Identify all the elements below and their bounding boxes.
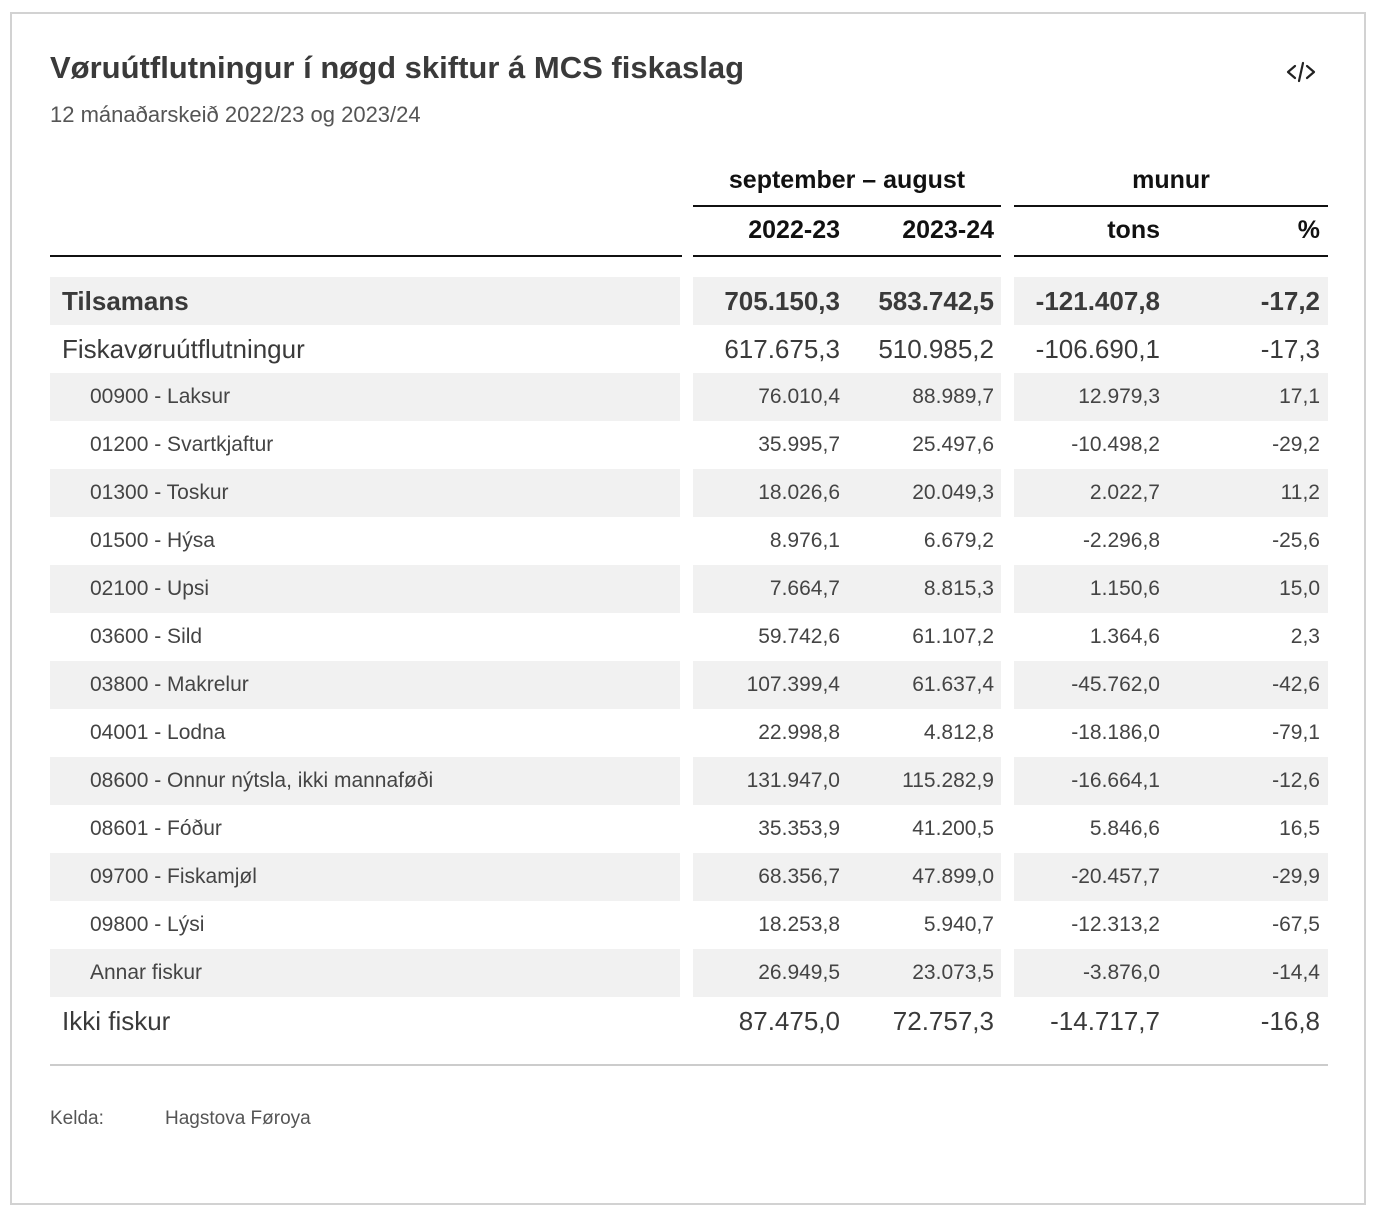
cell-2022-23: 131.947,0 xyxy=(746,769,840,792)
table-row xyxy=(50,757,1328,805)
cell-diff-percent: -14,4 xyxy=(1272,961,1320,984)
cell-2023-24: 8.815,3 xyxy=(923,577,994,600)
cell-diff-tons: 5.846,6 xyxy=(1089,817,1160,840)
cell-2023-24: 23.073,5 xyxy=(912,961,994,984)
row-label: Ikki fiskur xyxy=(62,1006,171,1036)
cell-diff-percent: -29,2 xyxy=(1272,433,1320,456)
row-label: 09800 - Lýsi xyxy=(90,913,205,936)
cell-diff-percent: -16,8 xyxy=(1260,1006,1320,1036)
column-header-2023-24: 2023-24 xyxy=(902,216,994,244)
cell-diff-percent: -67,5 xyxy=(1272,913,1320,936)
column-header-2022-23: 2022-23 xyxy=(748,216,840,244)
table-row xyxy=(50,325,1328,373)
cell-2022-23: 35.995,7 xyxy=(758,433,840,456)
cell-2022-23: 18.253,8 xyxy=(758,913,840,936)
cell-diff-tons: -2.296,8 xyxy=(1082,529,1160,552)
cell-2023-24: 41.200,5 xyxy=(912,817,994,840)
table-row xyxy=(50,853,1328,901)
row-label: 04001 - Lodna xyxy=(90,721,226,744)
table-row xyxy=(50,421,1328,469)
cell-diff-tons: -121.407,8 xyxy=(1035,286,1160,316)
cell-2023-24: 6.679,2 xyxy=(923,529,994,552)
table-row xyxy=(50,709,1328,757)
row-label: Tilsamans xyxy=(62,286,189,316)
row-label: 00900 - Laksur xyxy=(90,385,231,408)
code-icon xyxy=(1284,58,1318,86)
group-rule-difference xyxy=(1014,205,1328,207)
row-label: Annar fiskur xyxy=(90,961,203,984)
source-value: Hagstova Føroya xyxy=(165,1108,311,1129)
row-label: 09700 - Fiskamjøl xyxy=(90,865,257,888)
column-header-percent: % xyxy=(1297,216,1320,244)
cell-2022-23: 68.356,7 xyxy=(758,865,840,888)
row-label: 03600 - Sild xyxy=(90,625,203,648)
row-label: 01200 - Svartkjaftur xyxy=(90,433,274,456)
cell-diff-percent: -29,9 xyxy=(1272,865,1320,888)
cell-diff-percent: 11,2 xyxy=(1280,481,1320,504)
cell-diff-tons: 1.364,6 xyxy=(1089,625,1160,648)
cell-2023-24: 583.742,5 xyxy=(878,286,994,316)
cell-diff-tons: -10.498,2 xyxy=(1071,433,1160,456)
cell-diff-tons: -3.876,0 xyxy=(1082,961,1160,984)
cell-2023-24: 47.899,0 xyxy=(912,865,994,888)
cell-2022-23: 7.664,7 xyxy=(769,577,840,600)
cell-2022-23: 617.675,3 xyxy=(724,334,840,364)
table-row xyxy=(50,949,1328,997)
header-rule-difference xyxy=(1014,255,1328,257)
page-title: Vøruútflutningur í nøgd skiftur á MCS fiskaslag xyxy=(50,50,745,85)
column-header-tons: tons xyxy=(1107,216,1160,244)
cell-diff-percent: -42,6 xyxy=(1272,673,1320,696)
cell-diff-tons: -45.762,0 xyxy=(1071,673,1160,696)
table-row xyxy=(50,565,1328,613)
table-row xyxy=(50,277,1328,325)
cell-2023-24: 88.989,7 xyxy=(912,385,994,408)
cell-2022-23: 35.353,9 xyxy=(758,817,840,840)
cell-2023-24: 72.757,3 xyxy=(892,1006,994,1036)
row-label: 08601 - Fóður xyxy=(90,817,222,840)
cell-diff-tons: 2.022,7 xyxy=(1089,481,1160,504)
cell-diff-tons: -106.690,1 xyxy=(1035,334,1160,364)
cell-2023-24: 510.985,2 xyxy=(878,334,994,364)
table-row xyxy=(50,373,1328,421)
cell-diff-percent: -79,1 xyxy=(1272,721,1320,744)
header-rule-period xyxy=(693,255,1001,257)
cell-2022-23: 705.150,3 xyxy=(724,286,840,316)
row-label: 01300 - Toskur xyxy=(90,481,229,504)
cell-diff-percent: -25,6 xyxy=(1272,529,1320,552)
page-subtitle: 12 mánaðarskeið 2022/23 og 2023/24 xyxy=(50,102,421,127)
table-row xyxy=(50,805,1328,853)
table-row xyxy=(50,517,1328,565)
header-rule-label xyxy=(50,255,682,257)
cell-2023-24: 115.282,9 xyxy=(902,769,994,792)
table-row xyxy=(50,661,1328,709)
group-header-period: september – august xyxy=(728,166,966,194)
row-label: 03800 - Makrelur xyxy=(90,673,249,696)
cell-2022-23: 87.475,0 xyxy=(738,1006,840,1036)
row-label: Fiskavøruútflutningur xyxy=(62,334,305,364)
cell-diff-percent: 17,1 xyxy=(1279,385,1320,408)
cell-diff-tons: 1.150,6 xyxy=(1089,577,1160,600)
cell-2022-23: 8.976,1 xyxy=(769,529,840,552)
cell-diff-tons: -12.313,2 xyxy=(1071,913,1160,936)
table-row xyxy=(50,901,1328,949)
cell-diff-tons: -18.186,0 xyxy=(1071,721,1160,744)
table-bottom-rule xyxy=(50,1064,1328,1066)
cell-diff-tons: 12.979,3 xyxy=(1078,385,1160,408)
row-label: 08600 - Onnur nýtsla, ikki mannaføði xyxy=(90,769,434,792)
table-row xyxy=(50,469,1328,517)
cell-2022-23: 107.399,4 xyxy=(746,673,840,696)
cell-2022-23: 26.949,5 xyxy=(758,961,840,984)
cell-2023-24: 5.940,7 xyxy=(923,913,994,936)
cell-diff-tons: -16.664,1 xyxy=(1071,769,1160,792)
source-label: Kelda: xyxy=(50,1108,104,1129)
row-label: 02100 - Upsi xyxy=(90,577,210,600)
cell-2023-24: 61.637,4 xyxy=(912,673,994,696)
cell-2022-23: 59.742,6 xyxy=(758,625,840,648)
row-label: 01500 - Hýsa xyxy=(90,529,215,552)
cell-2023-24: 4.812,8 xyxy=(923,721,994,744)
cell-2023-24: 20.049,3 xyxy=(912,481,994,504)
cell-diff-tons: -20.457,7 xyxy=(1071,865,1160,888)
cell-2022-23: 18.026,6 xyxy=(758,481,840,504)
group-header-difference: munur xyxy=(1132,166,1210,194)
cell-diff-tons: -14.717,7 xyxy=(1050,1006,1160,1036)
cell-diff-percent: 2,3 xyxy=(1290,625,1320,648)
cell-diff-percent: 16,5 xyxy=(1279,817,1320,840)
table-row xyxy=(50,997,1328,1045)
table-row xyxy=(50,613,1328,661)
cell-2023-24: 61.107,2 xyxy=(912,625,994,648)
cell-2022-23: 22.998,8 xyxy=(758,721,840,744)
cell-diff-percent: 15,0 xyxy=(1279,577,1320,600)
embed-code-button[interactable] xyxy=(1284,58,1318,86)
cell-2023-24: 25.497,6 xyxy=(912,433,994,456)
cell-diff-percent: -12,6 xyxy=(1272,769,1320,792)
cell-diff-percent: -17,3 xyxy=(1260,334,1320,364)
cell-diff-percent: -17,2 xyxy=(1260,286,1320,316)
group-rule-period xyxy=(693,205,1001,207)
cell-2022-23: 76.010,4 xyxy=(758,385,840,408)
